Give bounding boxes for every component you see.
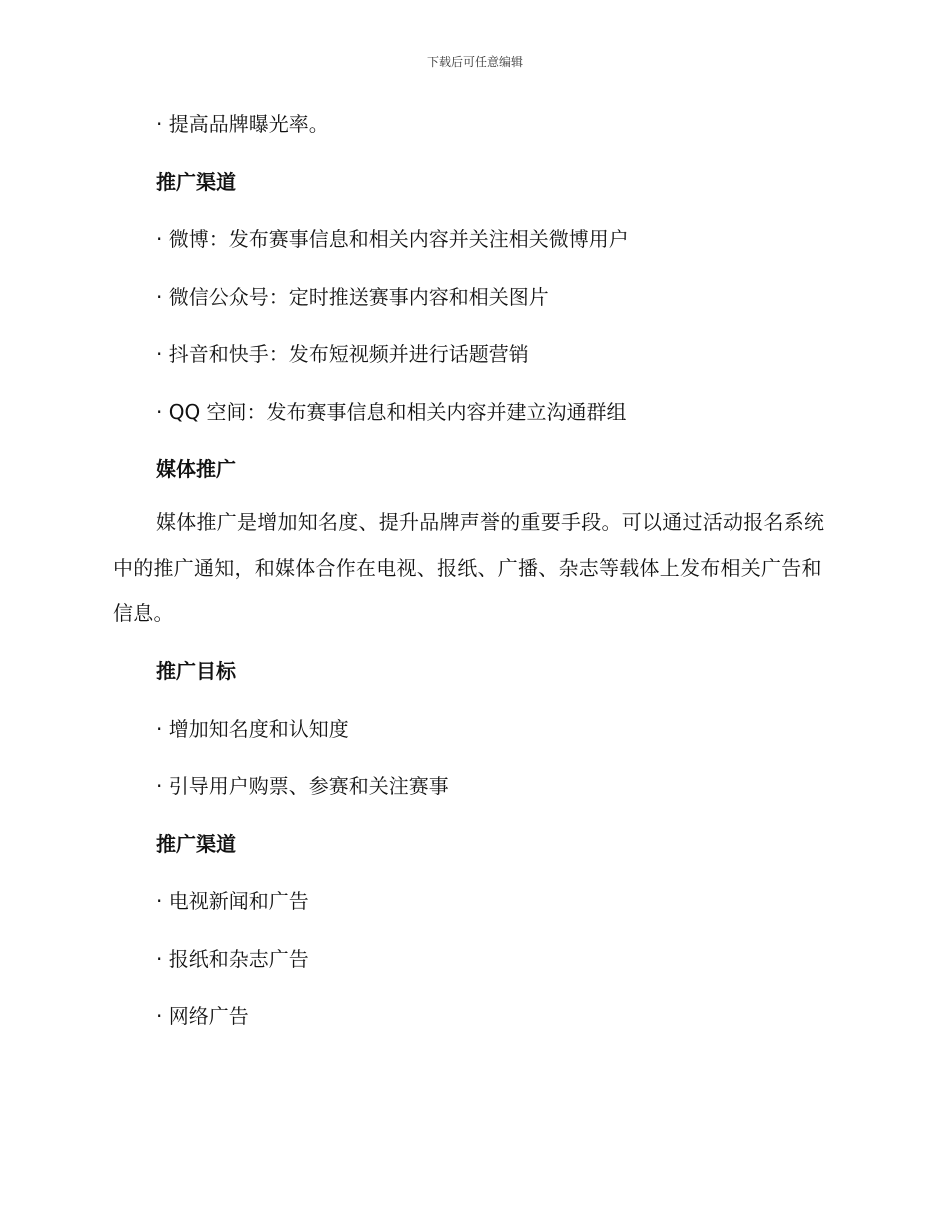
bullet-item: · 报纸和杂志广告 <box>156 946 309 971</box>
section-heading: 推广渠道 <box>156 831 236 856</box>
page-header: 下载后可任意编辑 <box>426 55 523 69</box>
bullet-item: · QQ 空间：发布赛事信息和相关内容并建立沟通群组 <box>156 399 627 424</box>
bullet-item: · 网络广告 <box>156 1004 249 1028</box>
section-heading: 推广目标 <box>156 659 236 683</box>
bullet-item: · 提高品牌曝光率。 <box>156 112 329 136</box>
body-paragraph: 媒体推广是增加知名度、提升品牌声誉的重要手段。可以通过活动报名系统中的推广通知，和媒体合作在电视、报纸、广播、杂志等载体上发布相关广告和信息。 <box>113 510 825 625</box>
bullet-item: · 引导用户购票、参赛和关注赛事 <box>156 774 449 798</box>
bullet-item: · 增加知名度和认知度 <box>156 716 349 741</box>
bullet-item: · 电视新闻和广告 <box>156 889 309 913</box>
section-heading: 推广渠道 <box>156 169 236 194</box>
bullet-item: · 微信公众号：定时推送赛事内容和相关图片 <box>156 284 549 309</box>
bullet-item: · 微博：发布赛事信息和相关内容并关注相关微博用户 <box>156 227 629 251</box>
bullet-item: · 抖音和快手：发布短视频并进行话题营销 <box>156 342 529 366</box>
section-heading: 媒体推广 <box>156 457 236 481</box>
document-body <box>113 110 837 1030</box>
